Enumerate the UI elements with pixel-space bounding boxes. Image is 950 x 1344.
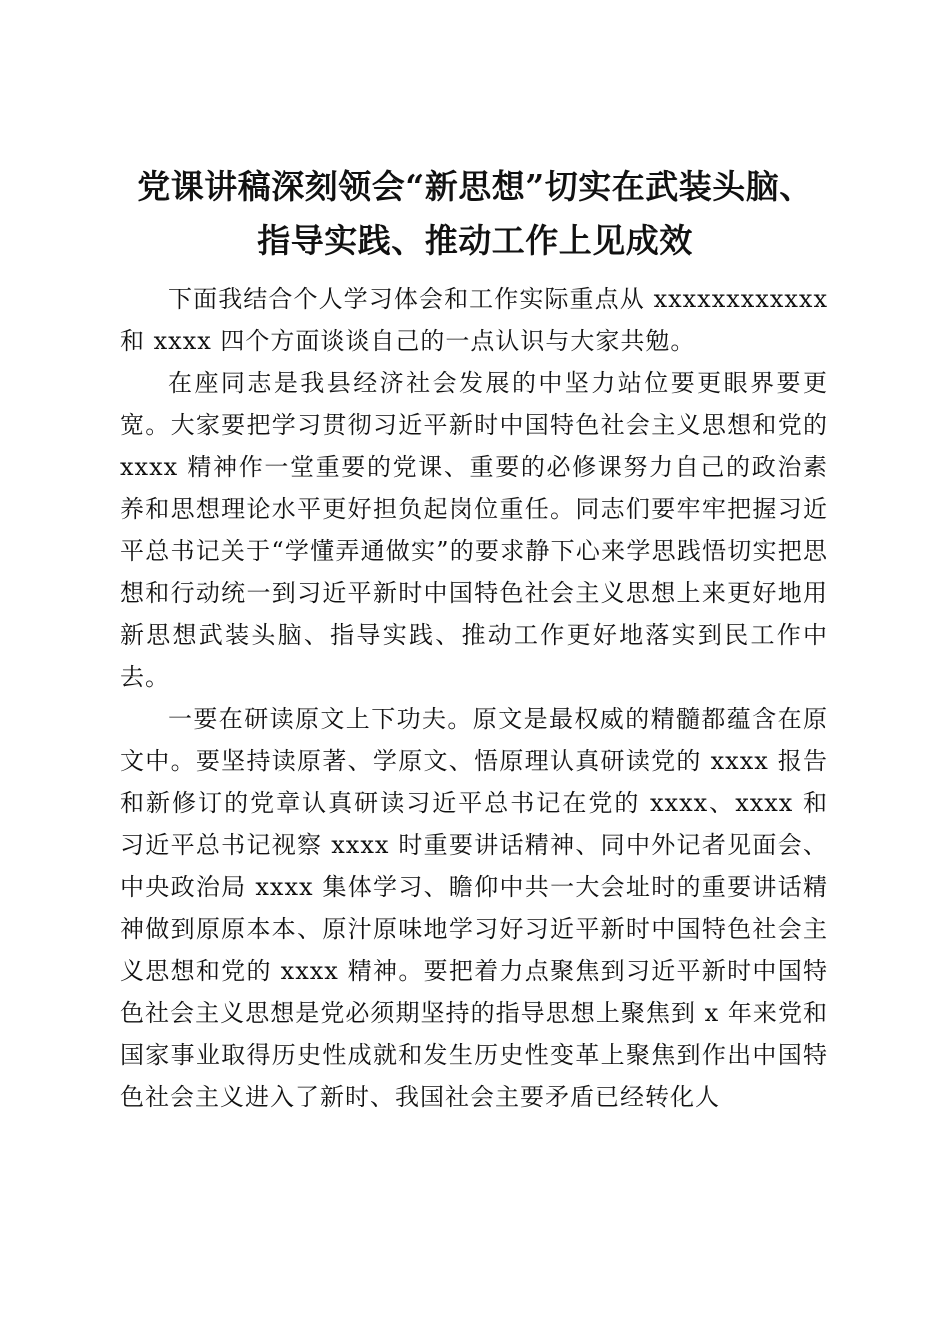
- paragraph-intro: 下面我结合个人学习体会和工作实际重点从 xxxxxxxxxxxx 和 xxxx 四个方面谈谈自己的一点认识与大家共勉。: [120, 285, 828, 355]
- document-body: [120, 278, 828, 1118]
- title-line-2: 指导实践、推动工作上见成效: [257, 221, 693, 261]
- document-title: [100, 160, 850, 268]
- paragraph-attendees: 在座同志是我县经济社会发展的中坚力站位要更眼界要更宽。大家要把学习贯彻习近平新时中国特色社会主义思想和党的 xxxx 精神作一堂重要的党课、重要的必修课努力自己的政治素养和思想理论水平更好担负起岗位重任。同志们要牢牢把握习近平总书记关于“学懂弄通做实”的要求静下心来学思践悟切实把思想和行动统一到习近平新时中国特色社会主义思想上来更好地用新思想武装头脑、指导实践、推动工作更好地落实到民工作中去。: [120, 369, 828, 691]
- title-line-1: 党课讲稿深刻领会“新思想”切实在武装头脑、: [137, 167, 813, 207]
- paragraph-point-one: 一要在研读原文上下功夫。原文是最权威的精髓都蕴含在原文中。要坚持读原著、学原文、悟原理认真研读党的 xxxx 报告和新修订的党章认真研读习近平总书记在党的 xxxx、xxxx 和习近平总书记视察 xxxx 时重要讲话精神、同中外记者见面会、中央政治局 xxxx 集体学习、瞻仰中共一大会址时的重要讲话精神做到原原本本、原汁原味地学习好习近平新时中国特色社会主义思想和党的 xxxx 精神。要把着力点聚焦到习近平新时中国特色社会主义思想是党必须期坚持的指导思想上聚焦到 x 年来党和国家事业取得历史性成就和发生历史性变革上聚焦到作出中国特色社会主义进入了新时、我国社会主要矛盾已经转化人: [120, 705, 828, 1111]
